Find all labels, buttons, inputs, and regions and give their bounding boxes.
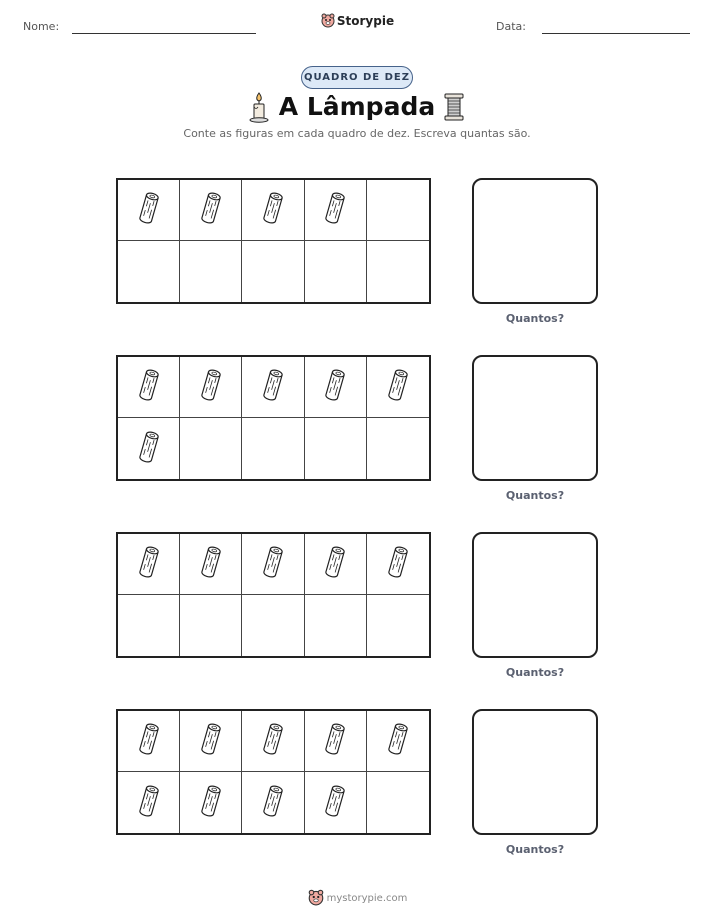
ten-frame-cell: [242, 357, 304, 418]
date-label: Data:: [496, 20, 526, 33]
worksheet-title: A Lâmpada: [278, 92, 436, 121]
ten-frame-cell: [180, 180, 242, 241]
ten-frame-cell: [242, 241, 304, 302]
brand-name: Storypie: [336, 14, 395, 28]
ten-frame-cell: [180, 241, 242, 302]
log-icon: [263, 721, 283, 761]
ten-frame-cell: [118, 595, 180, 656]
date-field[interactable]: [542, 33, 690, 34]
name-field[interactable]: [72, 33, 256, 34]
name-label: Nome:: [23, 20, 60, 33]
ten-frame-cell: [118, 418, 180, 479]
quantos-label: Quantos?: [505, 843, 565, 856]
storypie-mascot-icon: [320, 12, 336, 28]
ten-frame-cell: [118, 241, 180, 302]
ten-frame-cell: [180, 418, 242, 479]
storypie-mascot-icon: [307, 888, 325, 906]
log-icon: [201, 783, 221, 823]
log-icon: [325, 783, 345, 823]
log-icon: [201, 544, 221, 584]
quantos-label: Quantos?: [505, 489, 565, 502]
log-icon: [325, 544, 345, 584]
log-icon: [388, 367, 408, 407]
log-icon: [263, 367, 283, 407]
ten-frame-cell: [180, 772, 242, 833]
ten-frame-cell: [242, 180, 304, 241]
log-icon: [201, 367, 221, 407]
ten-frame-cell: [118, 534, 180, 595]
ten-frame-cell: [367, 595, 429, 656]
thread-spool-icon: [442, 91, 466, 123]
ten-frame-cell: [180, 534, 242, 595]
ten-frame-cell: [242, 772, 304, 833]
log-icon: [263, 190, 283, 230]
worksheet-badge: QUADRO DE DEZ: [301, 66, 413, 89]
ten-frame-cell: [305, 418, 367, 479]
log-icon: [325, 190, 345, 230]
log-icon: [139, 367, 159, 407]
ten-frame-cell: [242, 595, 304, 656]
answer-box[interactable]: [472, 355, 598, 481]
ten-frame: [116, 355, 431, 481]
ten-frame-cell: [367, 241, 429, 302]
log-icon: [139, 429, 159, 469]
ten-frame-cell: [305, 180, 367, 241]
log-icon: [139, 783, 159, 823]
log-icon: [139, 190, 159, 230]
ten-frame: [116, 532, 431, 658]
log-icon: [263, 783, 283, 823]
ten-frame-cell: [367, 357, 429, 418]
answer-box[interactable]: [472, 178, 598, 304]
ten-frame-cell: [305, 772, 367, 833]
ten-frame-cell: [305, 357, 367, 418]
ten-frame-cell: [242, 534, 304, 595]
footer: [0, 888, 714, 906]
ten-frame-cell: [367, 534, 429, 595]
ten-frame-cell: [118, 772, 180, 833]
instructions: Conte as figuras em cada quadro de dez. Escreva quantas são.: [183, 127, 531, 140]
ten-frame: [116, 178, 431, 304]
log-icon: [139, 544, 159, 584]
ten-frame-cell: [180, 595, 242, 656]
log-icon: [325, 721, 345, 761]
log-icon: [139, 721, 159, 761]
log-icon: [201, 721, 221, 761]
ten-frame-cell: [305, 534, 367, 595]
answer-box[interactable]: [472, 532, 598, 658]
ten-frame-cell: [180, 711, 242, 772]
ten-frame-cell: [118, 180, 180, 241]
ten-frame-cell: [305, 595, 367, 656]
ten-frame-cell: [305, 711, 367, 772]
log-icon: [388, 721, 408, 761]
answer-box[interactable]: [472, 709, 598, 835]
log-icon: [325, 367, 345, 407]
ten-frame-cell: [367, 418, 429, 479]
ten-frame-cell: [118, 711, 180, 772]
quantos-label: Quantos?: [505, 312, 565, 325]
ten-frame-cell: [305, 241, 367, 302]
log-icon: [263, 544, 283, 584]
ten-frame-cell: [180, 357, 242, 418]
brand-logo: [0, 12, 714, 28]
ten-frame-cell: [118, 357, 180, 418]
quantos-label: Quantos?: [505, 666, 565, 679]
ten-frame-cell: [242, 711, 304, 772]
footer-site: mystorypie.com: [326, 893, 408, 904]
ten-frame-cell: [367, 772, 429, 833]
log-icon: [388, 544, 408, 584]
ten-frame-cell: [367, 180, 429, 241]
ten-frame: [116, 709, 431, 835]
log-icon: [201, 190, 221, 230]
ten-frame-cell: [242, 418, 304, 479]
ten-frame-cell: [367, 711, 429, 772]
